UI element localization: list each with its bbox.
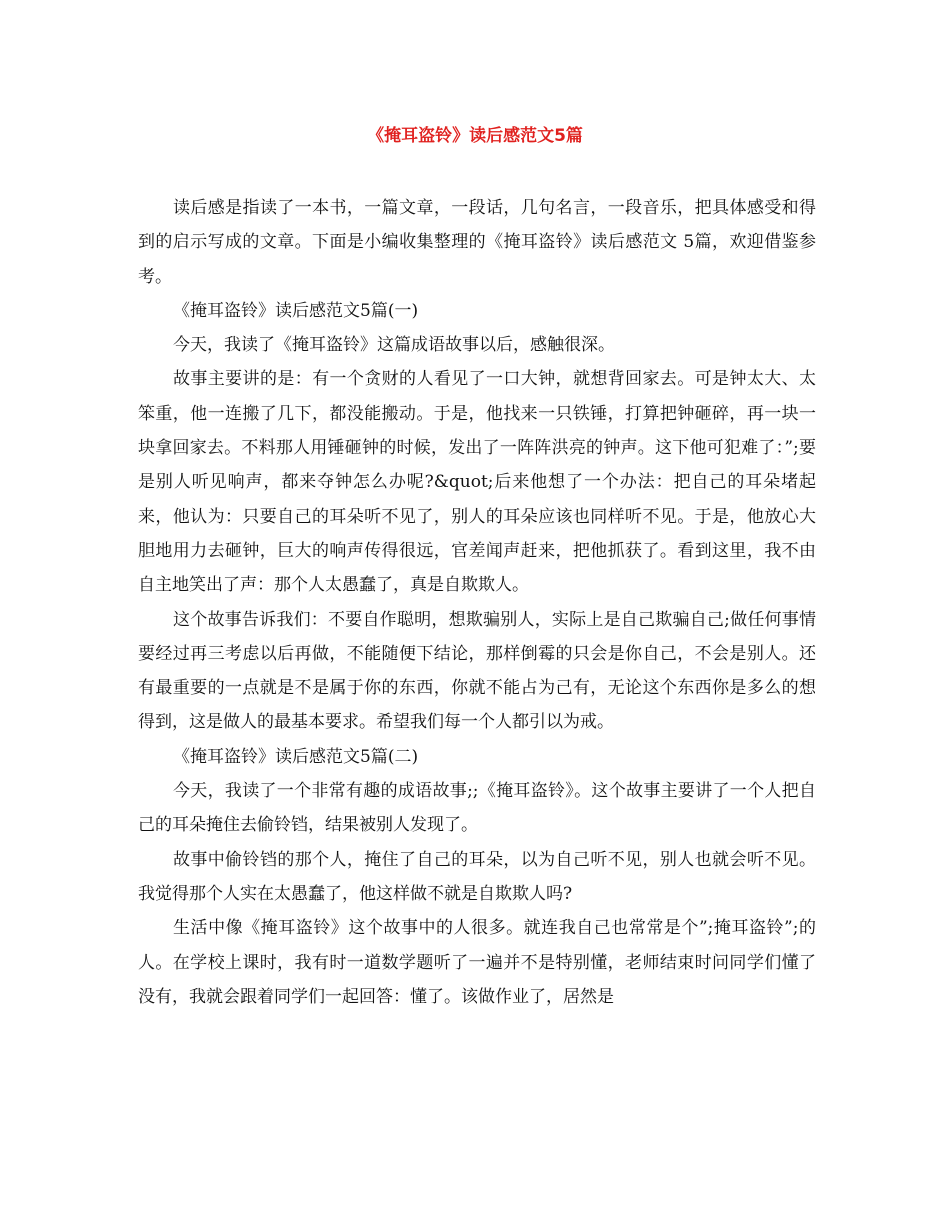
body-paragraph: 故事中偷铃铛的那个人，掩住了自己的耳朵，以为自己听不见，别人也就会听不见。我觉得那个人实在太愚蠢了，他这样做不就是自欺欺人吗? <box>138 849 816 904</box>
body-paragraph: 生活中像《掩耳盗铃》这个故事中的人很多。就连我自己也常常是个”;掩耳盗铃”;的人。在学校上课时，我有时一道数学题听了一遍并不是特别懂，老师结束时问同学们懂了没有，我就会跟着同学们一起回答：懂了。该做作业了，居然是 <box>138 918 816 1007</box>
section-heading-2: 《掩耳盗铃》读后感范文5篇(二) <box>173 746 419 767</box>
body-paragraph: 今天，我读了一个非常有趣的成语故事;;《掩耳盗铃》。这个故事主要讲了一个人把自己的耳朵掩住去偷铃铛，结果被别人发现了。 <box>138 781 816 836</box>
body-paragraph: 今天，我读了《掩耳盗铃》这篇成语故事以后，感触很深。 <box>173 335 615 356</box>
document-title: 《掩耳盗铃》读后感范文5篇 <box>367 126 583 146</box>
body-paragraph: 故事主要讲的是：有一个贪财的人看见了一口大钟，就想背回家去。可是钟太大、太笨重，他一连搬了几下，都没能搬动。于是，他找来一只铁锤，打算把钟砸碎，再一块一块拿回家去。不料那人用锤砸钟的时候，发出了一阵阵洪亮的钟声。这下他可犯难了：”;要是别人听见响声，都来夺钟怎么办呢?&quot;后来他想了一个办法：把自己的耳朵堵起来，他认为：只要自己的耳朵听不见了，别人的耳朵应该也同样听不见。于是，他放心大胆地用力去砸钟，巨大的响声传得很远，官差闻声赶来，把他抓获了。看到这里，我不由自主地笑出了声：那个人太愚蠢了，真是自欺欺人。 <box>138 369 816 596</box>
body-paragraph: 这个故事告诉我们：不要自作聪明，想欺骗别人，实际上是自己欺骗自己;做任何事情要经过再三考虑以后再做，不能随便下结论，那样倒霉的只会是你自己，不会是别人。还有最重要的一点就是不是属于你的东西，你就不能占为己有，无论这个东西你是多么的想得到，这是做人的最基本要求。希望我们每一个人都引以为戒。 <box>138 609 816 733</box>
intro-paragraph: 读后感是指读了一本书，一篇文章，一段话，几句名言，一段音乐，把具体感受和得到的启示写成的文章。下面是小编收集整理的《掩耳盗铃》读后感范文 5篇，欢迎借鉴参考。 <box>138 198 816 287</box>
document-body <box>138 191 816 1014</box>
section-heading-1: 《掩耳盗铃》读后感范文5篇(一) <box>173 300 419 321</box>
